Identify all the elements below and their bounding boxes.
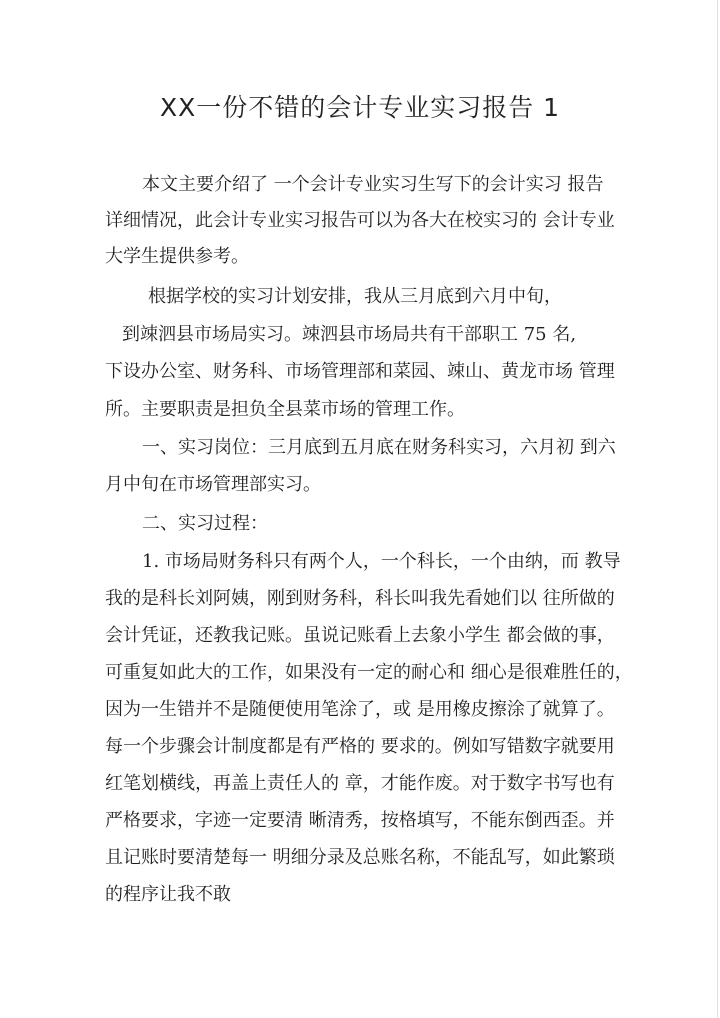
paragraph-line: 的程序让我不敢 [105, 884, 231, 905]
paragraph-line: 会计凭证，还教我记账。虽说记账看上去象小学生 都会做的事， [105, 625, 615, 646]
paragraph-line: 详细情况，此会计专业实习报告可以为各大在校实习的 会计专业 [105, 210, 615, 231]
paragraph-line: 月中旬在市场管理部实习。 [105, 474, 321, 495]
paragraph-line: 可重复如此大的工作，如果没有一定的耐心和 细心是很难胜任的， [105, 662, 633, 683]
paragraph-line: 二、实习过程： [142, 513, 268, 534]
paragraph-line: 1. 市场局财务科只有两个人，一个科长，一个由纳，而 教导 [142, 551, 621, 572]
paragraph-line: 到竦泗县市场局实习。竦泗县市场局共有干部职工 75 名, [122, 324, 577, 345]
paragraph-line: 一、实习岗位：三月底到五月底在财务科实习，六月初 到六 [142, 437, 616, 458]
paragraph-line: 严格要求，字迹一定要清 晰清秀，按格填写，不能东倒西歪。并 [105, 810, 615, 831]
paragraph-line: 红笔划横线，再盖上责任人的 章，才能作废。对于数字书写也有 [105, 773, 615, 794]
paragraph-line: 根据学校的实习计划安排，我从三月底到六月中旬， [148, 286, 562, 307]
paragraph-line: 大学生提供参考。 [105, 246, 249, 267]
paragraph-line: 且记账时要清楚每一 明细分录及总账名称，不能乱写，如此繁琐 [105, 847, 615, 868]
paragraph-line: 每一个步骤会计制度都是有严格的 要求的。例如写错数字就要用 [105, 736, 615, 757]
page-edge [717, 0, 718, 1018]
paragraph-line: 本文主要介绍了 一个会计专业实习生写下的会计实习 报告 [142, 174, 604, 195]
paragraph-line: 下设办公室、财务科、市场管理部和菜园、竦山、黄龙市场 管理 [105, 361, 615, 382]
paragraph-line: 所。主要职责是担负全县菜市场的管理工作。 [105, 399, 465, 420]
document-title: XX一份不错的会计专业实习报告 1 [159, 93, 561, 122]
paragraph-line: 因为一生错并不是随便使用笔涂了，或 是用橡皮擦涂了就算了。 [105, 699, 615, 720]
paragraph-line: 我的是科长刘阿姨，刚到财务科，科长叫我先看她们以 往所做的 [105, 588, 615, 609]
